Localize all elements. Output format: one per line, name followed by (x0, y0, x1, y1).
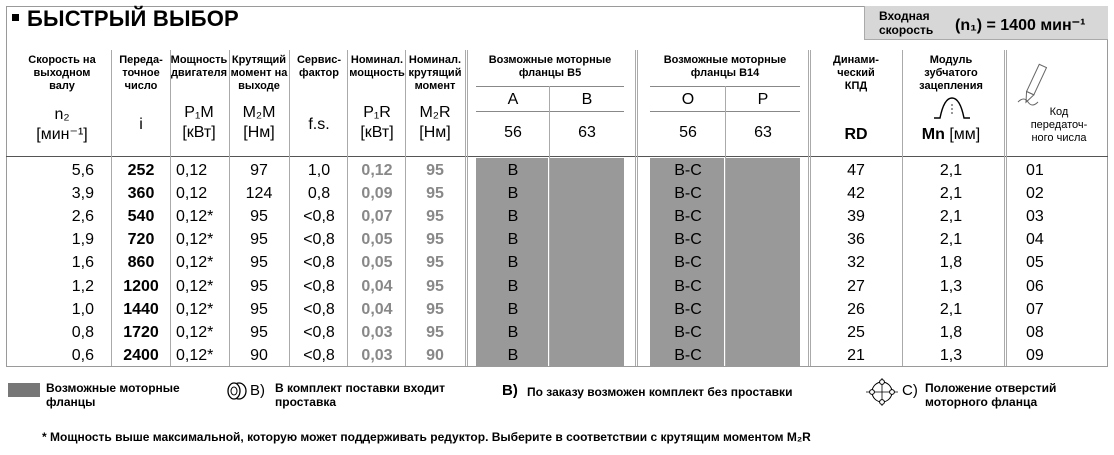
cell-code: 05 (1026, 254, 1044, 272)
cell-n2: 2,6 (71, 208, 94, 226)
cell-p1r: 0,04 (361, 277, 393, 295)
footnote: * Мощность выше максимальной, которую может поддерживать редуктор. Выберите в соответствии с крутящим моментом M₂R (42, 430, 811, 444)
cell-fs: <0,8 (303, 231, 335, 249)
cell-mn: 2,1 (939, 208, 963, 226)
cell-m2r: 95 (426, 231, 444, 249)
header-power-sym: P₁M (184, 104, 214, 121)
cell-n2: 0,6 (71, 346, 94, 364)
cell-m2m: 97 (250, 162, 268, 179)
header-b14: Возможные моторные фланцы B14 (663, 54, 787, 79)
page-title: БЫСТРЫЙ ВЫБОР (12, 6, 239, 32)
cell-i: 720 (127, 231, 155, 249)
cell-rd: 21 (847, 346, 865, 364)
header-b5-b-size: 63 (578, 124, 596, 141)
cell-p1r: 0,12 (361, 162, 393, 179)
cell-fs: <0,8 (303, 300, 335, 318)
cell-p1r: 0,07 (361, 208, 393, 226)
cell-m2r: 95 (426, 185, 444, 203)
header-b14-o-size: 56 (679, 124, 697, 141)
cell-mn: 1,8 (939, 254, 963, 272)
cell-m2r: 95 (426, 300, 444, 318)
cell-code: 01 (1026, 162, 1044, 179)
header-nom-torque: Номинал. крутящий момент (408, 54, 462, 92)
cell-i: 860 (127, 254, 155, 272)
cell-n2: 1,9 (71, 231, 94, 249)
cell-m2r: 95 (426, 277, 444, 295)
cell-n2: 1,2 (71, 277, 94, 295)
b5-divider (476, 86, 624, 87)
cell-p1m: 0,12* (176, 231, 214, 249)
cell-p1m: 0,12* (176, 323, 214, 341)
cell-p1r: 0,05 (361, 231, 393, 249)
legend-order: По заказу возможен комплект без проставки (527, 385, 793, 399)
cell-code: 08 (1026, 323, 1044, 341)
header-power-unit: [кВт] (182, 124, 216, 141)
cell-rd: 42 (847, 185, 865, 203)
header-bottom-rule (6, 156, 1108, 157)
header-speed-unit: [мин⁻¹] (36, 126, 88, 143)
cell-b14o: B-C (674, 277, 702, 295)
cell-fs: <0,8 (303, 323, 335, 341)
legend-spacer: В комплект поставки входит проставка (275, 381, 446, 409)
cell-mn: 2,1 (939, 185, 963, 203)
legend-flanges: Возможные моторные фланцы (46, 381, 180, 409)
gear-tooth-icon (932, 94, 972, 120)
col-sep (1004, 50, 1007, 366)
spacer-icon (226, 382, 248, 400)
cell-p1r: 0,03 (361, 346, 393, 364)
cell-code: 04 (1026, 231, 1044, 249)
cell-b5a: B (507, 300, 519, 318)
cell-rd: 26 (847, 300, 865, 318)
cell-b5a: B (507, 208, 519, 226)
cell-rd: 36 (847, 231, 865, 249)
cell-b14o: B-C (674, 323, 702, 341)
cell-m2m: 95 (250, 277, 268, 295)
header-torque: Крутящий момент на выходе (230, 54, 288, 92)
cell-m2m: 90 (250, 346, 268, 364)
cell-mn: 1,3 (939, 346, 963, 364)
header-speed: Скорость на выходном валу (28, 54, 96, 92)
cell-b14o: B-C (674, 185, 702, 203)
cell-p1m: 0,12* (176, 300, 214, 318)
cell-n2: 1,6 (71, 254, 94, 272)
col-sep (635, 50, 638, 366)
header-service-sym: f.s. (308, 116, 330, 133)
header-nom-power-sym: P₁R (363, 104, 391, 121)
header-code: Код передаточ- ного числа (1030, 106, 1088, 144)
header-nom-power-unit: [кВт] (360, 124, 394, 141)
header-torque-unit: [Нм] (243, 124, 275, 141)
cell-m2r: 95 (426, 162, 444, 179)
input-speed-label: Входная скорость (879, 9, 934, 37)
cell-b14o: B-C (674, 162, 702, 179)
cell-p1r: 0,04 (361, 300, 393, 318)
cell-fs: <0,8 (303, 208, 335, 226)
cell-b14o: B-C (674, 208, 702, 226)
cell-m2m: 95 (250, 300, 268, 318)
cell-b5a: B (507, 346, 519, 364)
header-mn: Модуль зубчатого зацепления (919, 54, 983, 92)
cell-mn: 2,1 (939, 162, 963, 179)
cell-mn: 2,1 (939, 231, 963, 249)
cell-p1m: 0,12 (176, 162, 208, 179)
header-b14-p-size: 63 (754, 124, 772, 141)
cell-i: 2400 (123, 346, 159, 364)
cell-fs: <0,8 (303, 277, 335, 295)
cell-fs: <0,8 (303, 346, 335, 364)
cell-m2m: 95 (250, 208, 268, 226)
cell-b14o: B-C (674, 346, 702, 364)
cell-n2: 3,9 (71, 185, 94, 203)
cell-m2m: 95 (250, 231, 268, 249)
cell-b5a: B (507, 277, 519, 295)
cell-i: 1440 (123, 300, 159, 318)
legend-b-bold: B) (502, 382, 518, 399)
cell-p1m: 0,12 (176, 185, 208, 203)
cell-mn: 1,3 (939, 277, 963, 295)
cell-mn: 2,1 (939, 300, 963, 318)
cell-b14o: B-C (674, 231, 702, 249)
cell-m2m: 95 (250, 323, 268, 341)
cell-m2m: 95 (250, 254, 268, 272)
col-sep (170, 50, 171, 366)
header-nom-power: Номинал. мощность (349, 54, 405, 79)
flange-swatch (8, 383, 40, 397)
header-b5-b: B (581, 91, 593, 108)
flange-holes-icon (864, 377, 900, 407)
cell-m2r: 95 (426, 208, 444, 226)
cell-code: 06 (1026, 277, 1044, 295)
cell-n2: 5,6 (71, 162, 94, 179)
cell-m2r: 95 (426, 254, 444, 272)
cell-m2r: 90 (426, 346, 444, 364)
header-b5-a: A (507, 91, 519, 108)
header-rd: Динами- ческий КПД (833, 54, 879, 92)
col-sep (902, 50, 903, 366)
cell-b5a: B (507, 162, 519, 179)
cell-code: 09 (1026, 346, 1044, 364)
cell-b14o: B-C (674, 300, 702, 318)
col-sep (808, 50, 811, 366)
b5-divider-2 (476, 111, 624, 112)
cell-code: 03 (1026, 208, 1044, 226)
cell-b5a: B (507, 185, 519, 203)
cell-rd: 47 (847, 162, 865, 179)
input-speed-value: (n₁) = 1400 мин⁻¹ (955, 17, 1086, 34)
cell-p1r: 0,09 (361, 185, 393, 203)
header-b14-o: O (681, 91, 695, 108)
cell-b5a: B (507, 231, 519, 249)
cell-p1m: 0,12* (176, 346, 214, 364)
cell-i: 540 (127, 208, 155, 226)
cell-b14o: B-C (674, 254, 702, 272)
cell-p1m: 0,12* (176, 208, 214, 226)
header-mn-sym: Mn [мм] (921, 126, 981, 143)
header-speed-sym: n₂ (54, 106, 70, 123)
cell-i: 360 (127, 185, 155, 203)
cell-fs: 0,8 (307, 185, 331, 203)
cell-rd: 25 (847, 323, 865, 341)
header-service: Сервис- фактор (296, 54, 342, 79)
cell-b5a: B (507, 254, 519, 272)
b5-b-fill (550, 158, 624, 366)
cell-p1r: 0,03 (361, 323, 393, 341)
cell-rd: 32 (847, 254, 865, 272)
cell-p1m: 0,12* (176, 254, 214, 272)
header-ratio-sym: i (139, 116, 143, 133)
header-power: Мощность двигателя (170, 54, 228, 79)
cell-i: 1720 (123, 323, 159, 341)
header-b14-p: P (757, 91, 769, 108)
cell-fs: <0,8 (303, 254, 335, 272)
cell-i: 1200 (123, 277, 159, 295)
cell-rd: 39 (847, 208, 865, 226)
header-torque-sym: M₂M (242, 104, 276, 121)
cell-mn: 1,8 (939, 323, 963, 341)
cell-m2r: 95 (426, 323, 444, 341)
cell-p1r: 0,05 (361, 254, 393, 272)
cell-rd: 27 (847, 277, 865, 295)
b14-p-fill (726, 158, 800, 366)
cell-p1m: 0,12* (176, 277, 214, 295)
col-sep (465, 50, 468, 366)
legend-b-prefix: B) (250, 382, 265, 399)
header-ratio: Переда- точное число (119, 54, 163, 92)
header-nom-torque-sym: M₂R (419, 104, 451, 121)
cell-fs: 1,0 (307, 162, 331, 179)
legend-holes: Положение отверстий моторного фланца (925, 381, 1057, 409)
cell-code: 07 (1026, 300, 1044, 318)
cell-i: 252 (127, 162, 155, 179)
cell-n2: 0,8 (71, 323, 94, 341)
pencil-icon (1014, 62, 1054, 108)
cell-code: 02 (1026, 185, 1044, 203)
cell-b5a: B (507, 323, 519, 341)
cell-m2m: 124 (245, 185, 273, 203)
header-b5: Возможные моторные фланцы B5 (488, 54, 612, 79)
header-rd-sym: RD (844, 126, 868, 143)
legend-c-prefix: C) (902, 382, 918, 399)
header-nom-torque-unit: [Нм] (419, 124, 451, 141)
input-speed-box (864, 6, 1108, 40)
cell-n2: 1,0 (71, 300, 94, 318)
header-b5-a-size: 56 (504, 124, 522, 141)
